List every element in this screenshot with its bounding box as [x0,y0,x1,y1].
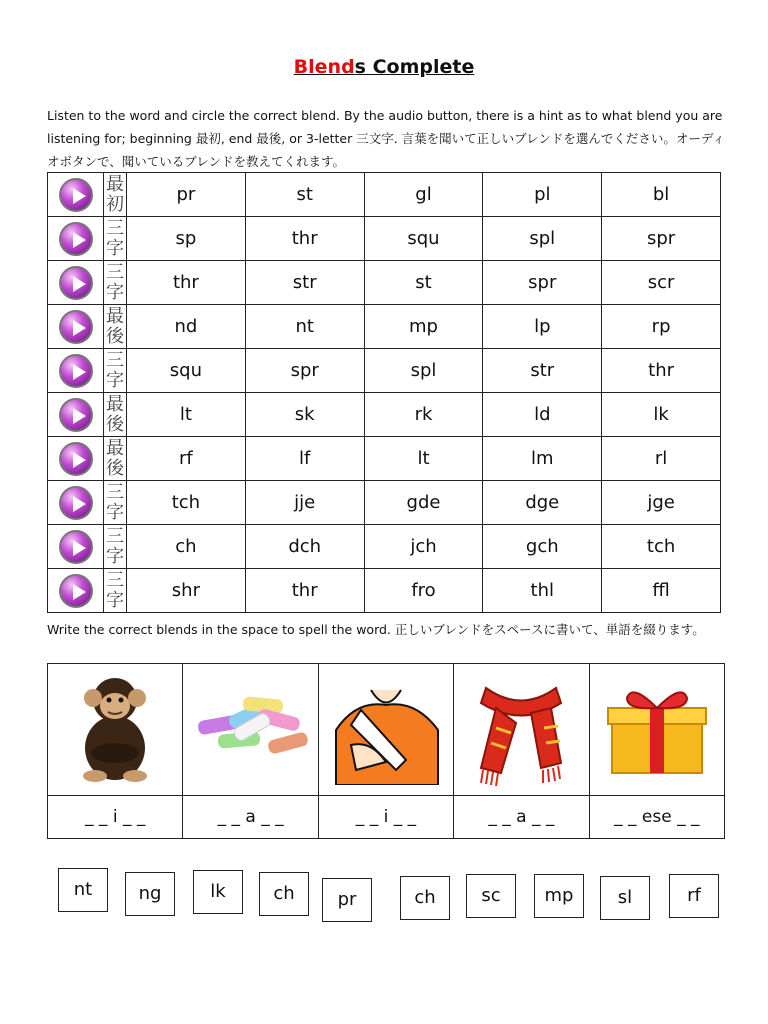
blend-option[interactable]: lf [245,437,364,481]
blend-option[interactable]: lm [483,437,602,481]
blend-option[interactable]: pl [483,173,602,217]
page-title [0,56,768,78]
hint-top: 三 [106,569,124,591]
hint-top: 最 [106,393,124,415]
blend-row [48,217,721,261]
blend-option[interactable]: str [245,261,364,305]
audio-cell[interactable] [48,217,104,261]
blend-tile[interactable]: ch [400,876,450,920]
blend-option[interactable]: jje [245,481,364,525]
blend-tile-bank [0,866,768,936]
spelling-blank[interactable]: _ _ a _ _ [454,796,589,839]
spelling-picture-table [47,663,725,839]
chalk-cell [183,664,318,796]
gift-image [602,678,712,778]
blend-row [48,305,721,349]
blend-row [48,525,721,569]
monkey-image [60,668,170,788]
blend-option[interactable]: st [364,261,483,305]
title-part-bl: Bl [293,56,315,78]
listening-instructions: Listen to the word and circle the correct blend. By the audio button, there is a hint as to what blend you are listening for; beginning 最初, end 最後, or 3-letter 三文字. 言葉を聞いて正しいブレンドを選んでください。オーディオボタンで、聞いているブレンドを教えてくれます。 [47,108,725,169]
blend-option[interactable]: dge [483,481,602,525]
blend-option[interactable]: bl [602,173,721,217]
blend-option[interactable]: rp [602,305,721,349]
blend-option[interactable]: lp [483,305,602,349]
hint-cell [104,349,127,393]
blend-option[interactable]: rk [364,393,483,437]
play-audio-icon[interactable] [59,266,93,300]
hint-bottom: 初 [106,193,124,215]
hint-top: 三 [106,217,124,239]
hint-bottom: 後 [106,413,124,435]
audio-cell[interactable] [48,481,104,525]
blend-option[interactable]: spr [483,261,602,305]
blend-option[interactable]: spr [602,217,721,261]
blend-option[interactable]: nd [127,305,246,349]
blend-option[interactable]: sk [245,393,364,437]
hint-bottom: 字 [106,545,124,567]
audio-cell[interactable] [48,261,104,305]
hint-top: 三 [106,261,124,283]
title-part-rest: s Complete [354,56,475,78]
hint-bottom: 後 [106,325,124,347]
writing-instructions: Write the correct blends in the space to spell the word. 正しいブレンドをスペースに書いて、単語を綴ります。 [47,622,705,637]
play-audio-icon[interactable] [59,486,93,520]
blend-option[interactable]: spr [245,349,364,393]
hint-bottom: 字 [106,369,124,391]
hint-cell [104,525,127,569]
monkey-cell [48,664,183,796]
blend-row [48,261,721,305]
blend-option[interactable]: jch [364,525,483,569]
blend-option[interactable]: dch [245,525,364,569]
blend-tile[interactable]: ng [125,872,175,916]
play-audio-icon[interactable] [59,310,93,344]
blend-option[interactable]: shr [127,569,246,613]
blend-tile[interactable]: mp [534,874,584,918]
hint-cell [104,569,127,613]
blend-option[interactable]: sp [127,217,246,261]
scarf-image [466,668,576,788]
audio-cell[interactable] [48,393,104,437]
hint-bottom: 字 [106,281,124,303]
blend-row [48,437,721,481]
play-audio-icon[interactable] [59,574,93,608]
hint-cell [104,481,127,525]
blend-option[interactable]: mp [364,305,483,349]
title-part-d: d [341,56,355,78]
blend-option[interactable]: spl [483,217,602,261]
blend-option[interactable]: squ [364,217,483,261]
play-audio-icon[interactable] [59,442,93,476]
hint-bottom: 字 [106,237,124,259]
hint-top: 三 [106,481,124,503]
blend-option[interactable]: lt [364,437,483,481]
hint-top: 三 [106,525,124,547]
blend-tile[interactable]: rf [669,874,719,918]
spelling-blank[interactable]: _ _ a _ _ [183,796,318,839]
hint-cell [104,217,127,261]
blend-option[interactable]: pr [127,173,246,217]
spelling-blank[interactable]: _ _ i _ _ [318,796,453,839]
blend-option[interactable]: tch [127,481,246,525]
hint-cell [104,305,127,349]
blend-option[interactable]: scr [602,261,721,305]
scarf-cell [454,664,589,796]
sling-image [326,670,446,785]
hint-bottom: 後 [106,457,124,479]
blend-row [48,393,721,437]
blend-option[interactable]: gch [483,525,602,569]
hint-cell [104,393,127,437]
audio-cell[interactable] [48,437,104,481]
blend-option[interactable]: nt [245,305,364,349]
hint-bottom: 字 [106,589,124,611]
blend-option[interactable]: ch [127,525,246,569]
spelling-blank[interactable]: _ _ i _ _ [48,796,183,839]
blend-option[interactable]: st [245,173,364,217]
blend-option[interactable]: spl [364,349,483,393]
blend-option[interactable]: rf [127,437,246,481]
chalk-image [188,688,313,768]
gift-cell [589,664,724,796]
blend-option[interactable]: tch [602,525,721,569]
blend-option[interactable]: lt [127,393,246,437]
audio-cell[interactable] [48,349,104,393]
blend-option[interactable]: gl [364,173,483,217]
play-audio-icon[interactable] [59,178,93,212]
blend-option[interactable]: thr [245,217,364,261]
blend-option[interactable]: thr [127,261,246,305]
blend-option[interactable]: lk [602,393,721,437]
blend-row [48,481,721,525]
spelling-blank[interactable]: _ _ ese _ _ [589,796,724,839]
title-part-en: en [314,56,342,78]
hint-top: 最 [106,437,124,459]
blend-option[interactable]: ffl [602,569,721,613]
blend-option[interactable]: thl [483,569,602,613]
play-audio-icon[interactable] [59,354,93,388]
audio-cell[interactable] [48,569,104,613]
play-audio-icon[interactable] [59,222,93,256]
blend-choice-table [47,172,721,613]
blend-tile[interactable]: pr [322,878,372,922]
blend-row [48,173,721,217]
hint-bottom: 字 [106,501,124,523]
play-audio-icon[interactable] [59,398,93,432]
hint-cell [104,173,127,217]
blend-option[interactable]: fro [364,569,483,613]
hint-top: 最 [106,305,124,327]
sling-cell [318,664,453,796]
blend-tile[interactable]: lk [193,870,243,914]
audio-cell[interactable] [48,525,104,569]
hint-cell [104,437,127,481]
blend-tile[interactable]: nt [58,868,108,912]
blend-tile[interactable]: ch [259,872,309,916]
blend-tile[interactable]: sc [466,874,516,918]
blend-row [48,569,721,613]
hint-top: 三 [106,349,124,371]
hint-cell [104,261,127,305]
audio-cell[interactable] [48,305,104,349]
blend-option[interactable]: squ [127,349,246,393]
blend-option[interactable]: str [483,349,602,393]
blend-option[interactable]: ld [483,393,602,437]
audio-cell[interactable] [48,173,104,217]
blend-option[interactable]: jge [602,481,721,525]
play-audio-icon[interactable] [59,530,93,564]
blend-option[interactable]: gde [364,481,483,525]
blend-tile[interactable]: sl [600,876,650,920]
blend-option[interactable]: thr [245,569,364,613]
hint-top: 最 [106,173,124,195]
blend-row [48,349,721,393]
blend-option[interactable]: rl [602,437,721,481]
blend-option[interactable]: thr [602,349,721,393]
